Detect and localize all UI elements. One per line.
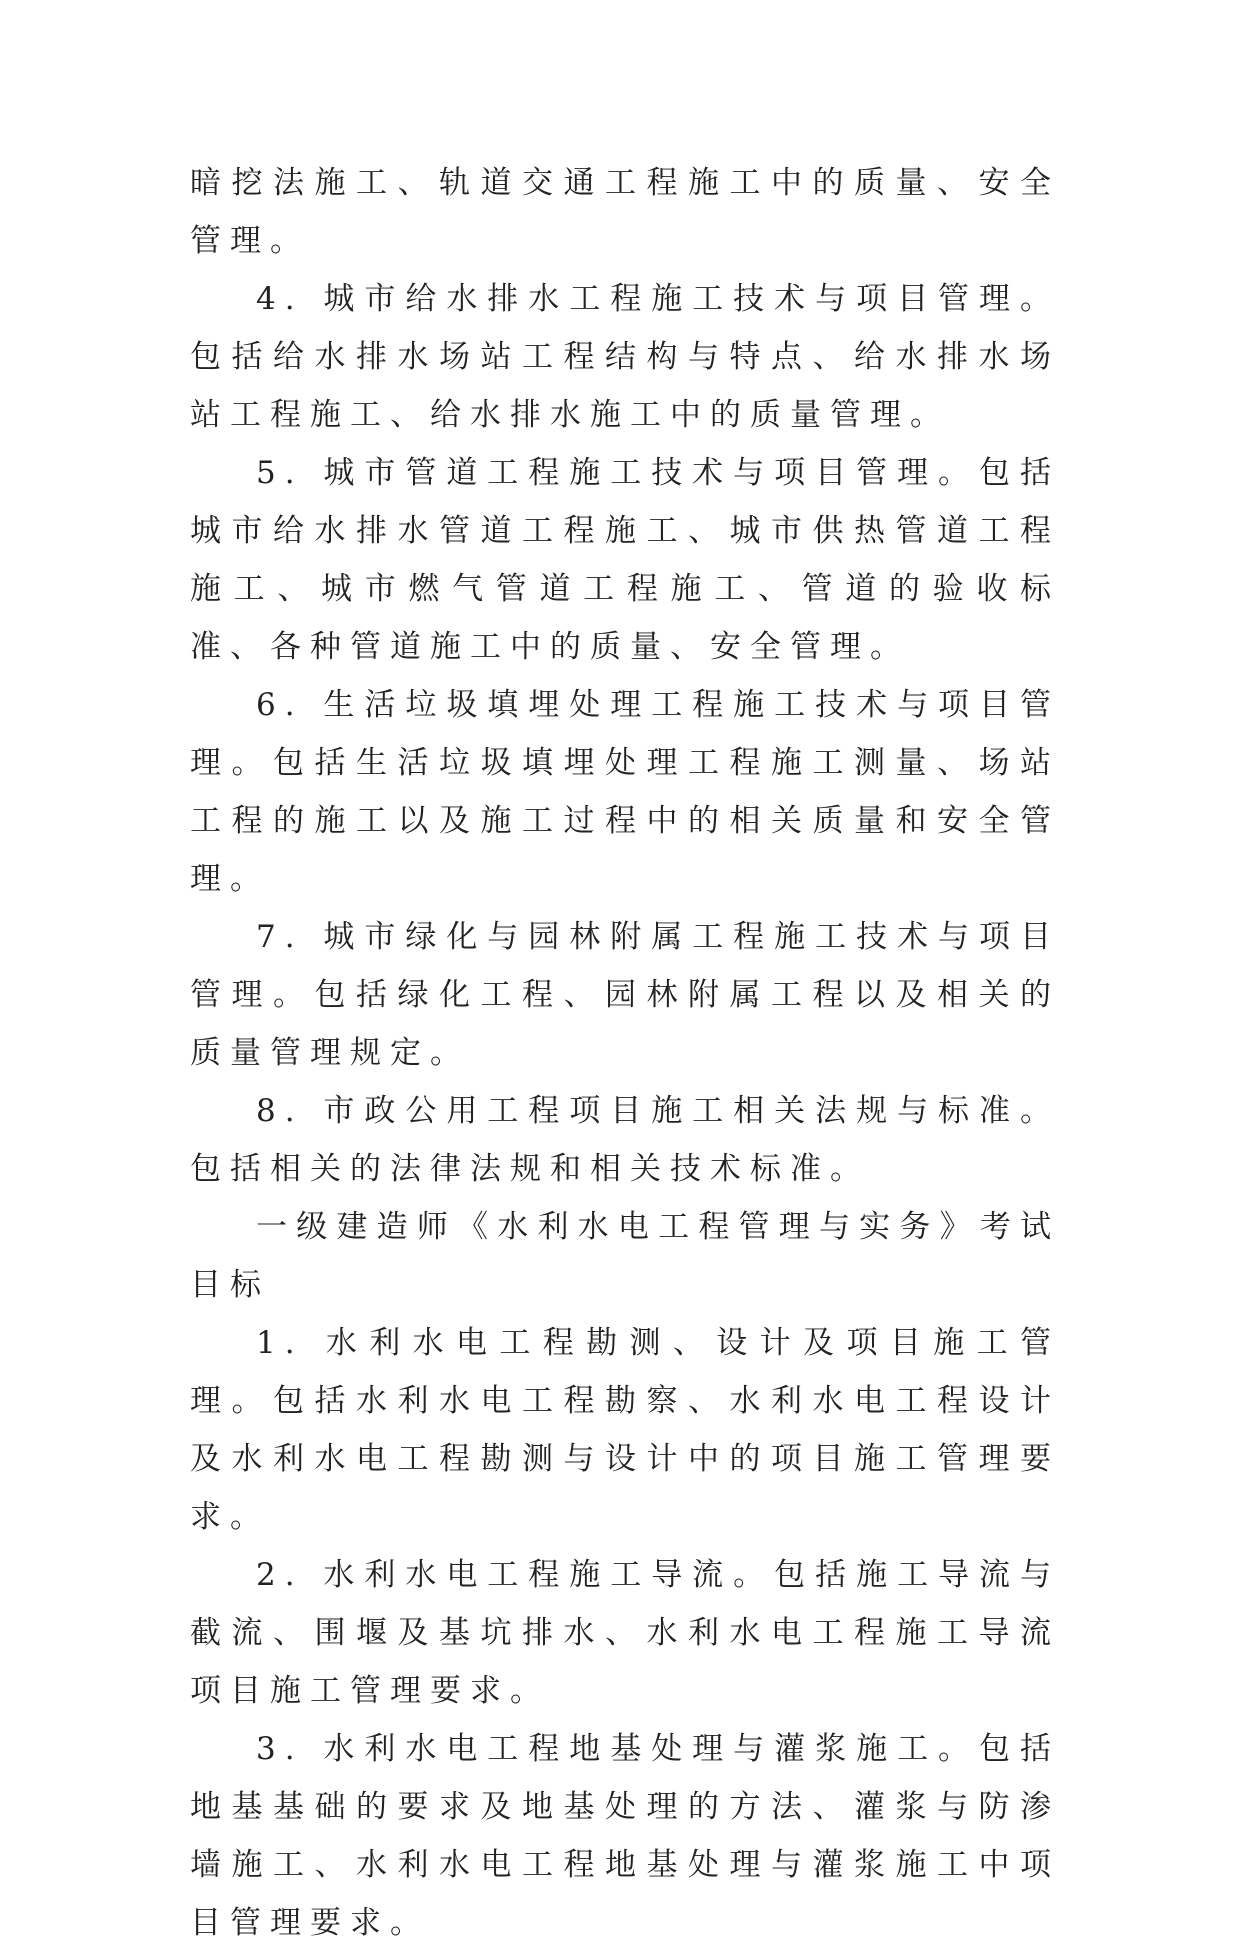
paragraph-continuation: 暗挖法施工、轨道交通工程施工中的质量、安全管理。: [190, 165, 1060, 259]
paragraph-water-item-3: 3. 水利水电工程地基处理与灌浆施工。包括地基基础的要求及地基处理的方法、灌浆与防渗墙施工、水利水电工程地基处理与灌浆施工中项目管理要求。: [190, 1731, 1060, 1941]
section-heading: 一级建造师《水利水电工程管理与实务》考试目标: [190, 1209, 1060, 1303]
paragraph-item-8: 8. 市政公用工程项目施工相关法规与标准。包括相关的法律法规和相关技术标准。: [190, 1093, 1060, 1187]
paragraph-water-item-2: 2. 水利水电工程施工导流。包括施工导流与截流、围堰及基坑排水、水利水电工程施工导流项目施工管理要求。: [190, 1557, 1060, 1709]
paragraph-water-item-1: 1. 水利水电工程勘测、设计及项目施工管理。包括水利水电工程勘察、水利水电工程设计及水利水电工程勘测与设计中的项目施工管理要求。: [190, 1325, 1060, 1535]
paragraph-item-7: 7. 城市绿化与园林附属工程施工技术与项目管理。包括绿化工程、园林附属工程以及相关的质量管理规定。: [190, 919, 1060, 1071]
paragraph-item-4: 4. 城市给水排水工程施工技术与项目管理。包括给水排水场站工程结构与特点、给水排水场站工程施工、给水排水施工中的质量管理。: [190, 281, 1060, 433]
document-body: [190, 154, 1060, 1952]
paragraph-item-5: 5. 城市管道工程施工技术与项目管理。包括城市给水排水管道工程施工、城市供热管道工程施工、城市燃气管道工程施工、管道的验收标准、各种管道施工中的质量、安全管理。: [190, 455, 1060, 665]
paragraph-item-6: 6. 生活垃圾填埋处理工程施工技术与项目管理。包括生活垃圾填埋处理工程施工测量、场站工程的施工以及施工过程中的相关质量和安全管理。: [190, 687, 1060, 897]
